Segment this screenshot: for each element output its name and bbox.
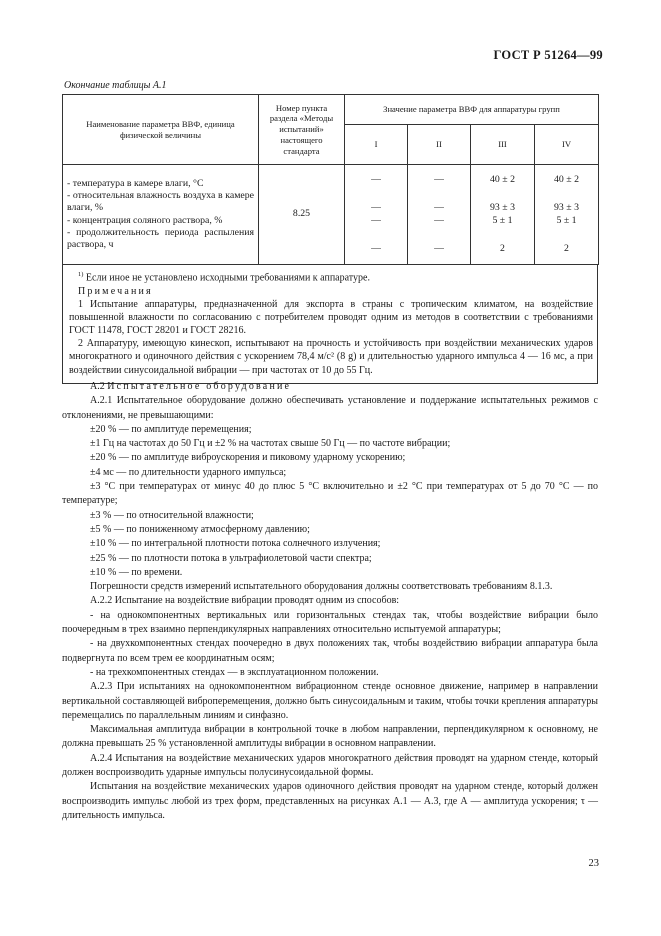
value: 40 ± 2 xyxy=(554,174,579,186)
value: — xyxy=(371,214,381,226)
table-caption: Окончание таблицы А.1 xyxy=(64,80,167,91)
body-text xyxy=(62,380,598,823)
value: 93 ± 3 xyxy=(490,202,515,214)
footnote xyxy=(69,271,593,285)
paragraph-a24: А.2.4 Испытания на воздействие механических ударов многократного действия проводят на ударном стенде, который должен воспроизводить ударные импульсы полусинусоидальной формы. xyxy=(62,752,598,779)
param-line: - относительная влажность воздуха в камере влаги, % xyxy=(67,190,254,214)
value: — xyxy=(434,214,444,226)
value: — xyxy=(371,202,381,214)
document-code: ГОСТ Р 51264—99 xyxy=(493,48,603,62)
notes-title: Примечания xyxy=(78,285,153,297)
col-header-group: III xyxy=(471,125,535,165)
tolerance-item: ±1 Гц на частотах до 50 Гц и ±2 % на частотах свыше 50 Гц — по частоте вибрации; xyxy=(90,438,451,450)
value: 5 ± 1 xyxy=(556,214,577,226)
section-number: А.2 xyxy=(90,381,108,392)
tolerance-item: ±3 % — по относительной влажности; xyxy=(90,509,254,521)
table-notes xyxy=(62,265,598,384)
note-1: 1 Испытание аппаратуры, предназначенной для экспорта в страны с тропическим климатом, на воздействие повышенной влажности по согласованию с потребителем проводят одним из методов в соответствии с требованиями ГОСТ 11478, ГОСТ 28201 и ГОСТ 28216. xyxy=(69,298,593,337)
param-line: - концентрация соляного раствора, % xyxy=(67,214,223,226)
col-header-param: Наименование параметра ВВФ, единица физической величины xyxy=(63,95,259,165)
group-4-values xyxy=(535,165,599,265)
footnote-text: Если иное не установлено исходными требованиями к аппаратуре. xyxy=(83,272,370,284)
col-header-groups: Значение параметра ВВФ для аппаратуры групп xyxy=(345,95,599,125)
group-2-values xyxy=(408,165,471,265)
parameters-table xyxy=(62,94,599,265)
footnote-mark: 1) xyxy=(78,271,84,278)
param-line: - продолжительность периода распыления раствора, ч xyxy=(67,226,254,250)
paragraph-a23-amplitude: Максимальная амплитуда вибрации в контрольной точке в любом направлении, перпендикулярном к основному, не должна превышать 25 % установленной амплитуды вибрации в основном направлении. xyxy=(62,724,598,750)
section-title: Испытательное оборудование xyxy=(107,381,292,392)
value: — xyxy=(434,174,444,186)
item-number-cell xyxy=(259,165,345,265)
paragraph-a24-single: Испытания на воздействие механических ударов одиночного действия проводят на ударном стенде, который должен воспроизводить импульс любой из трех форм, представленных на рисунках А.1 — А.3, где А — амплитуда ускорения; τ — длительность импульса. xyxy=(62,781,598,821)
group-1-values xyxy=(345,165,408,265)
param-list-cell xyxy=(63,165,259,265)
note-2: 2 Аппаратуру, имеющую кинескоп, испытывают на прочность и устойчивость при воздействии механических ударов многократного и одиночного действия с ускорением 78,4 м/с² (8 g) и длительностью ударного импульса 4 — 16 мс, а при воздействии синусоидальной вибрации — при частотах от 10 до 55 Гц. xyxy=(69,338,593,376)
section-a2-heading xyxy=(62,380,598,394)
page-number: 23 xyxy=(588,858,599,869)
value: 40 ± 2 xyxy=(490,174,515,186)
col-header-group: I xyxy=(345,125,408,165)
paragraph-accuracy: Погрешности средств измерений испытательного оборудования должны соответствовать требованиям 8.1.3. xyxy=(90,581,553,593)
tolerance-item: ±10 % — по времени. xyxy=(90,566,183,578)
col-header-item: Номер пункта раздела «Методы испытаний» настоящего стандарта xyxy=(259,95,345,165)
value: 93 ± 3 xyxy=(554,202,579,214)
tolerance-item: ±5 % — по пониженному атмосферному давлению; xyxy=(90,523,310,535)
item-number: 8.25 xyxy=(292,208,311,220)
value: 2 xyxy=(564,242,569,254)
value: 2 xyxy=(500,242,505,254)
tolerance-item: ±4 мс — по длительности ударного импульса; xyxy=(90,466,287,478)
tolerance-item: ±3 °С при температурах от минус 40 до плюс 5 °С включительно и ±2 °С при температурах от 5 до 70 °С — по температуре; xyxy=(62,481,598,507)
tolerance-item: ±20 % — по амплитуде виброускорения и пиковому ударному ускорению; xyxy=(90,452,406,464)
group-3-values xyxy=(471,165,535,265)
table-a1-end xyxy=(62,94,598,384)
value: — xyxy=(434,242,444,254)
tolerance-item: ±20 % — по амплитуде перемещения; xyxy=(90,423,252,435)
vibration-method: - на однокомпонентных вертикальных или горизонтальных стендах так, чтобы воздействие вибрации было поочередным в трех взаимно перпендикулярных направлениях относительно испытуемой аппаратуры; xyxy=(62,609,598,636)
value: — xyxy=(434,202,444,214)
value: 5 ± 1 xyxy=(492,214,513,226)
value: — xyxy=(371,174,381,186)
paragraph-a22: А.2.2 Испытание на воздействие вибрации проводят одним из способов: xyxy=(90,595,400,607)
col-header-group: II xyxy=(408,125,471,165)
paragraph-a23: А.2.3 При испытаниях на однокомпонентном вибрационном стенде основное движение, например в направлении вертикальной составляющей виброперемещения, должно быть синусоидальным и таким, чтобы точки крепления аппаратуры перемещались по параллельным линиям и синфазно. xyxy=(62,681,598,721)
vibration-method: - на трехкомпонентных стендах — в эксплуатационном положении. xyxy=(90,666,379,678)
value: — xyxy=(371,242,381,254)
vibration-method: - на двухкомпонентных стендах поочередно в двух положениях так, чтобы воздействию вибрации аппаратура была подвергнута по всем трем ее координатным осям; xyxy=(62,638,598,664)
param-line: - температура в камере влаги, °С xyxy=(67,177,204,189)
tolerance-item: ±10 % — по интегральной плотности потока солнечного излучения; xyxy=(90,538,381,550)
paragraph-a21: А.2.1 Испытательное оборудование должно обеспечивать установление и поддержание испытательных режимов с отклонениями, не превышающими: xyxy=(62,395,598,421)
tolerance-item: ±25 % — по плотности потока в ультрафиолетовой части спектра; xyxy=(90,552,372,564)
col-header-group: IV xyxy=(535,125,599,165)
